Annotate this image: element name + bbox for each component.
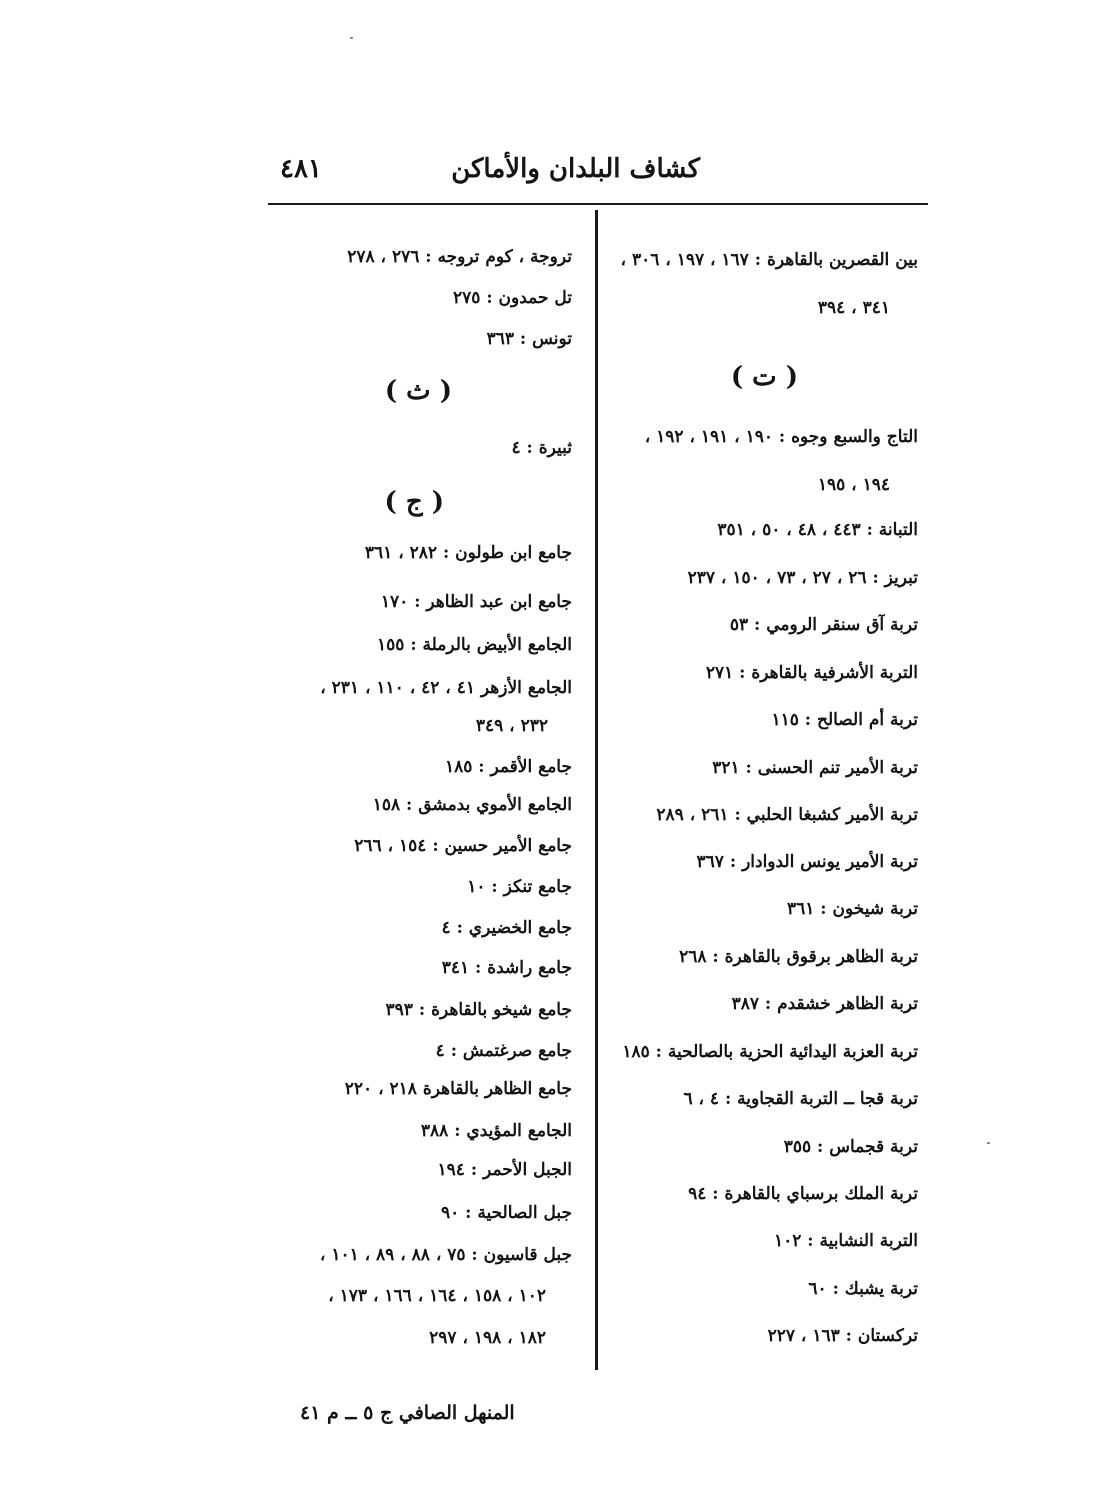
index-entry: التاج والسبع وجوه : ١٩٠ ، ١٩١ ، ١٩٢ ، xyxy=(644,427,918,447)
index-entry: جامع الظاهر بالقاهرة ٢١٨ ، ٢٢٠ xyxy=(344,1079,572,1099)
index-entry: جامع ابن عبد الظاهر : ١٧٠ xyxy=(380,592,572,612)
scan-speck xyxy=(350,37,353,39)
index-entry: تونس : ٣٦٣ xyxy=(486,329,572,349)
index-entry: جامع شيخو بالقاهرة : ٣٩٣ xyxy=(385,1000,572,1020)
index-entry: تربة العزبة اليدائية الحزية بالصالحية : ١٨٥ xyxy=(622,1042,918,1062)
index-entry: التربة النشابية : ١٠٢ xyxy=(773,1231,918,1251)
page-title: كشاف البلدان والأماكن xyxy=(451,154,700,184)
index-entry-continuation: ٣٤١ ، ٣٩٤ xyxy=(817,298,890,318)
section-letter-ta: ( ت ) xyxy=(730,362,798,392)
scan-speck xyxy=(987,1142,990,1144)
page-footer: المنهل الصافي ج ٥ ــ م ٤١ xyxy=(300,1402,515,1424)
index-entry: تبريز : ٢٦ ، ٢٧ ، ٧٣ ، ١٥٠ ، ٢٣٧ xyxy=(687,568,918,588)
column-divider xyxy=(595,210,598,1370)
page-header xyxy=(268,150,928,200)
index-entry: تربة آق سنقر الرومي : ٥٣ xyxy=(729,615,918,635)
index-entry: جامع ابن طولون : ٢٨٢ ، ٣٦١ xyxy=(364,543,572,563)
section-letter-jim: ( ج ) xyxy=(384,487,444,517)
index-entry: الجبل الأحمر : ١٩٤ xyxy=(437,1160,572,1180)
index-entry: تربة الظاهر خشقدم : ٣٨٧ xyxy=(731,994,918,1014)
index-entry: تركستان : ١٦٣ ، ٢٢٧ xyxy=(767,1326,918,1346)
section-letter-tha: ( ث ) xyxy=(384,376,452,406)
index-entry: تربة الملك برسباي بالقاهرة : ٩٤ xyxy=(688,1184,918,1204)
index-entry: جامع صرغتمش : ٤ xyxy=(435,1041,572,1061)
index-entry: الجامع الأبيض بالرملة : ١٥٥ xyxy=(377,635,572,655)
index-entry: الجامع الأموي بدمشق : ١٥٨ xyxy=(372,795,572,815)
index-entry: جبل قاسيون : ٧٥ ، ٨٨ ، ٨٩ ، ١٠١ ، xyxy=(319,1245,572,1265)
index-entry: تربة شيخون : ٣٦١ xyxy=(786,899,918,919)
index-entry: تربة قجا ــ التربة القجاوية : ٤ ، ٦ xyxy=(683,1089,918,1109)
index-entry: تربة الأمير تنم الحسنى : ٣٢١ xyxy=(712,758,918,778)
index-entry: تربة يشبك : ٦٠ xyxy=(808,1279,918,1299)
index-entry: تربة الظاهر برقوق بالقاهرة : ٢٦٨ xyxy=(679,947,918,967)
page-number: ٤٨١ xyxy=(280,154,322,184)
index-entry: تربة قجماس : ٣٥٥ xyxy=(783,1137,918,1157)
index-entry: تل حمدون : ٢٧٥ xyxy=(453,288,572,308)
index-entry: جامع الأمير حسين : ١٥٤ ، ٢٦٦ xyxy=(354,836,572,856)
index-entry: ثبيرة : ٤ xyxy=(511,438,572,458)
index-entry: تربة الأمير يونس الدوادار : ٣٦٧ xyxy=(696,852,918,872)
index-entry: جامع تنكز : ١٠ xyxy=(467,877,572,897)
index-entry: جامع الخضيري : ٤ xyxy=(441,918,572,938)
index-entry: تربة الأمير كشبغا الحلبي : ٢٦١ ، ٢٨٩ xyxy=(656,805,918,825)
index-entry: تربة أم الصالح : ١١٥ xyxy=(771,710,918,730)
index-entry: جبل الصالحية : ٩٠ xyxy=(440,1203,572,1223)
index-entry: بين القصرين بالقاهرة : ١٦٧ ، ١٩٧ ، ٣٠٦ ، xyxy=(620,250,918,270)
index-entry-continuation: ١٨٢ ، ١٩٨ ، ٢٩٧ xyxy=(429,1328,546,1348)
index-entry: جامع راشدة : ٣٤١ xyxy=(441,958,572,978)
index-entry-continuation: ١٩٤ ، ١٩٥ xyxy=(817,475,890,495)
index-entry-continuation: ١٠٢ ، ١٥٨ ، ١٦٤ ، ١٦٦ ، ١٧٣ ، xyxy=(328,1286,546,1306)
index-entry: التربة الأشرفية بالقاهرة : ٢٧١ xyxy=(705,663,918,683)
index-entry: التبانة : ٤٤٣ ، ٤٨ ، ٥٠ ، ٣٥١ xyxy=(717,520,918,540)
header-rule xyxy=(268,203,928,205)
index-entry: الجامع الأزهر ٤١ ، ٤٢ ، ١١٠ ، ٢٣١ ، xyxy=(320,678,572,698)
index-entry: جامع الأقمر : ١٨٥ xyxy=(444,757,572,777)
index-entry: تروجة ، كوم تروجه : ٢٧٦ ، ٢٧٨ xyxy=(347,247,572,267)
index-entry-continuation: ٢٣٢ ، ٣٤٩ xyxy=(475,716,548,736)
index-entry: الجامع المؤيدي : ٣٨٨ xyxy=(420,1121,572,1141)
